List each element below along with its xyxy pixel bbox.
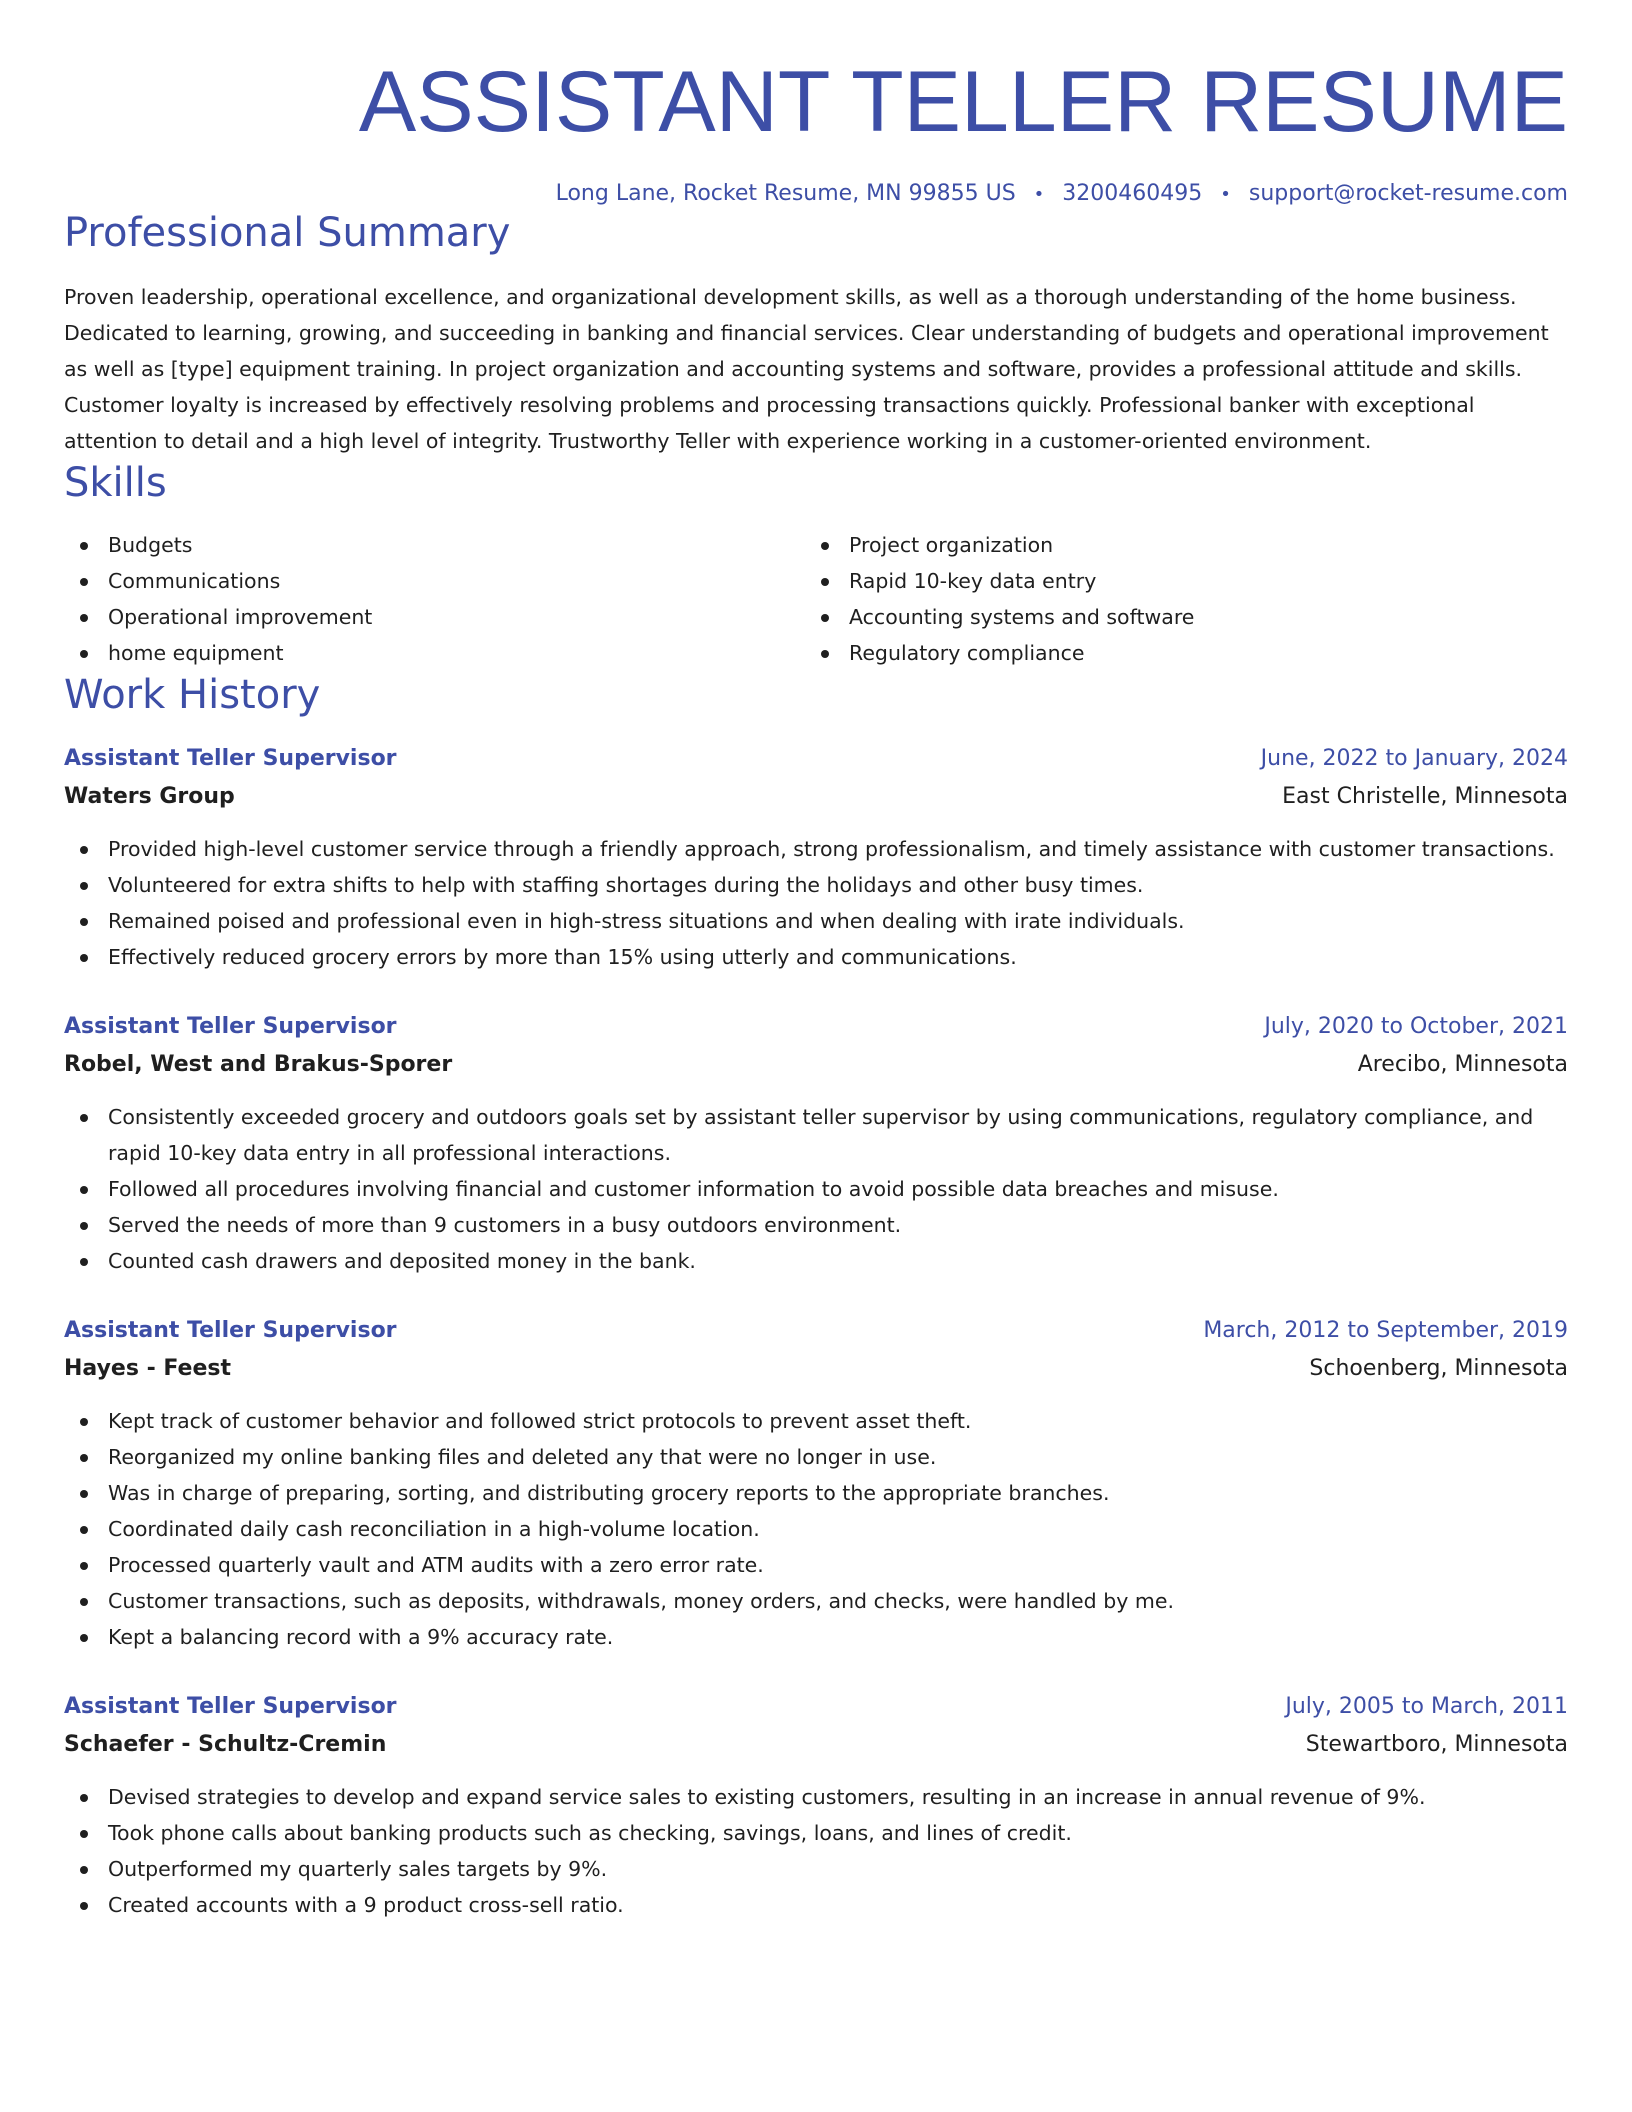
job-bullets xyxy=(64,1779,1568,1923)
skills-column-left xyxy=(64,527,805,671)
job-bullets xyxy=(64,1099,1568,1279)
job-dates: July, 2020 to October, 2021 xyxy=(1264,1014,1568,1039)
job-bullet: Followed all procedures involving financial and customer information to avoid possible data breaches and misuse. xyxy=(108,1171,1568,1207)
skill-item: Operational improvement xyxy=(108,599,805,635)
job-dates: June, 2022 to January, 2024 xyxy=(1260,746,1568,771)
job-entry xyxy=(64,741,1568,975)
job-location: Stewartboro, Minnesota xyxy=(1305,1732,1568,1757)
job-bullet: Counted cash drawers and deposited money in the bank. xyxy=(108,1243,1568,1279)
job-title: Assistant Teller Supervisor xyxy=(64,1014,397,1039)
contact-separator: • xyxy=(1033,184,1045,205)
job-dates: March, 2012 to September, 2019 xyxy=(1203,1318,1568,1343)
job-bullet: Customer transactions, such as deposits, withdrawals, money orders, and checks, were handled by me. xyxy=(108,1583,1568,1619)
job-dates: July, 2005 to March, 2011 xyxy=(1285,1694,1568,1719)
skills-heading: Skills xyxy=(64,460,167,506)
job-company: Robel, West and Brakus-Sporer xyxy=(64,1052,453,1077)
job-title: Assistant Teller Supervisor xyxy=(64,1694,397,1719)
job-bullet: Kept track of customer behavior and followed strict protocols to prevent asset theft. xyxy=(108,1403,1568,1439)
job-company: Schaefer - Schultz-Cremin xyxy=(64,1732,387,1757)
contact-email: support@rocket-resume.com xyxy=(1248,181,1568,206)
skill-item: Regulatory compliance xyxy=(849,635,1546,671)
skill-item: Accounting systems and software xyxy=(849,599,1546,635)
summary-text: Proven leadership, operational excellence, and organizational development skills, as well as a thorough understanding of the home business. Dedicated to learning, growing, and succeeding in banking and financial services. Clear understanding of budgets and operational improvement as well as [type] equipment training. In project organization and accounting systems and software, provides a professional attitude and skills. Customer loyalty is increased by effectively resolving problems and processing transactions quickly. Professional banker with exceptional attention to detail and a high level of integrity. Trustworthy Teller with experience working in a customer-oriented environment. xyxy=(64,285,1549,453)
job-bullet: Reorganized my online banking files and deleted any that were no longer in use. xyxy=(108,1439,1568,1475)
job-bullet: Took phone calls about banking products such as checking, savings, loans, and lines of credit. xyxy=(108,1815,1568,1851)
job-bullet: Coordinated daily cash reconciliation in a high-volume location. xyxy=(108,1511,1568,1547)
job-title: Assistant Teller Supervisor xyxy=(64,746,397,771)
job-bullet: Was in charge of preparing, sorting, and distributing grocery reports to the appropriate branches. xyxy=(108,1475,1568,1511)
job-bullet: Processed quarterly vault and ATM audits with a zero error rate. xyxy=(108,1547,1568,1583)
job-bullet: Devised strategies to develop and expand service sales to existing customers, resulting in an increase in annual revenue of 9%. xyxy=(108,1779,1568,1815)
job-entry xyxy=(64,1009,1568,1279)
job-entry xyxy=(64,1689,1568,1923)
skills-list xyxy=(64,527,1568,671)
skill-item: Rapid 10-key data entry xyxy=(849,563,1546,599)
skills-column-right xyxy=(805,527,1546,671)
job-bullet: Provided high-level customer service through a friendly approach, strong professionalism, and timely assistance with customer transactions. xyxy=(108,831,1568,867)
work-history-heading: Work History xyxy=(64,672,321,718)
contact-address: Long Lane, Rocket Resume, MN 99855 US xyxy=(555,181,1016,206)
skill-item: Project organization xyxy=(849,527,1546,563)
resume-title: ASSISTANT TELLER RESUME xyxy=(358,54,1568,150)
skill-item: Budgets xyxy=(108,527,805,563)
job-bullet: Effectively reduced grocery errors by more than 15% using utterly and communications. xyxy=(108,939,1568,975)
job-location: East Christelle, Minnesota xyxy=(1282,784,1568,809)
job-bullet: Kept a balancing record with a 9% accuracy rate. xyxy=(108,1619,1568,1655)
job-bullet: Served the needs of more than 9 customers in a busy outdoors environment. xyxy=(108,1207,1568,1243)
skill-item: Communications xyxy=(108,563,805,599)
job-entry xyxy=(64,1313,1568,1655)
job-bullet: Remained poised and professional even in high-stress situations and when dealing with irate individuals. xyxy=(108,903,1568,939)
job-location: Arecibo, Minnesota xyxy=(1357,1052,1568,1077)
job-bullet: Created accounts with a 9 product cross-sell ratio. xyxy=(108,1887,1568,1923)
job-location: Schoenberg, Minnesota xyxy=(1309,1356,1568,1381)
job-title: Assistant Teller Supervisor xyxy=(64,1318,397,1343)
contact-line xyxy=(64,180,1568,209)
job-company: Waters Group xyxy=(64,784,235,809)
contact-phone: 3200460495 xyxy=(1062,181,1203,206)
job-company: Hayes - Feest xyxy=(64,1356,231,1381)
job-bullet: Outperformed my quarterly sales targets by 9%. xyxy=(108,1851,1568,1887)
job-bullet: Consistently exceeded grocery and outdoors goals set by assistant teller supervisor by using communications, regulatory compliance, and rapid 10-key data entry in all professional interactions. xyxy=(108,1099,1568,1171)
resume-page xyxy=(64,0,1568,1923)
job-bullets xyxy=(64,831,1568,975)
job-bullet: Volunteered for extra shifts to help with staffing shortages during the holidays and other busy times. xyxy=(108,867,1568,903)
job-bullets xyxy=(64,1403,1568,1655)
contact-separator: • xyxy=(1220,184,1231,205)
summary-heading: Professional Summary xyxy=(64,210,511,256)
skill-item: home equipment xyxy=(108,635,805,671)
